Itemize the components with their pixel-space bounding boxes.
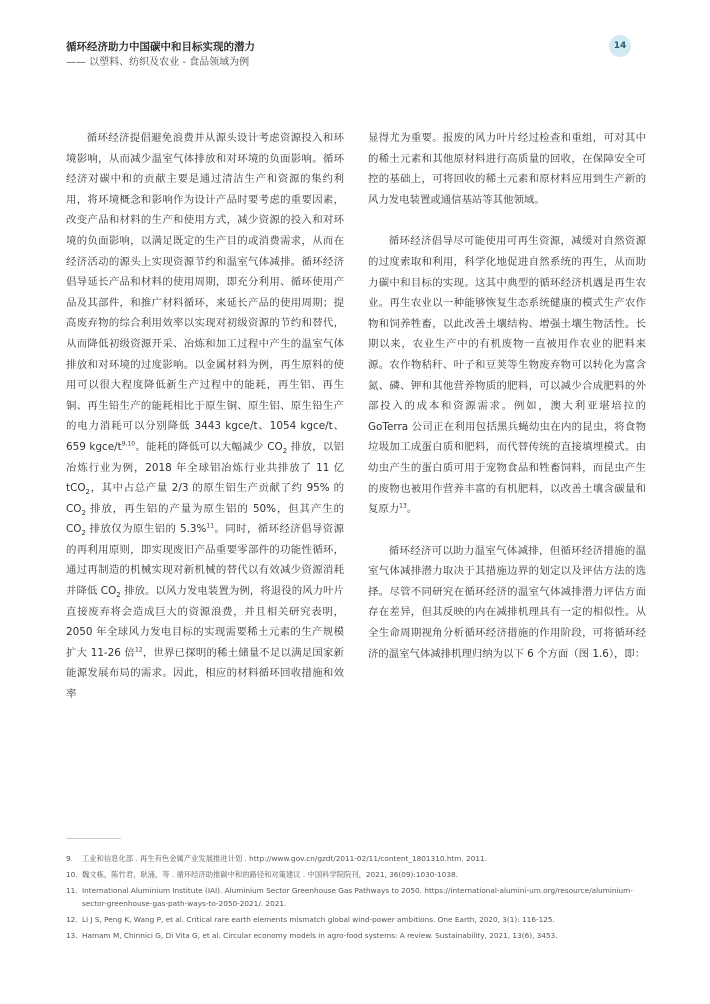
text-segment: 排放，再生铝的产量为原生铝的 50%，但其产生的 CO [66,502,344,536]
footnote-divider [66,838,121,839]
footnote-number: 13. [66,931,78,941]
footnote-ref: 12 [135,646,143,654]
footnote-number: 9. [66,854,73,863]
co2-subscript: 2 [282,446,288,455]
co2-subscript: 2 [85,488,90,497]
footnote-item [66,914,646,926]
text-segment: 循环经济提倡避免浪费并从源头设计考虑资源投入和环境影响，从而减少温室气体排放和对环境的负面影响。循环经济对碳中和的贡献主要是通过清洁生产和资源的集约利用，将环境概念和影响作为设计产品时要考虑的重要因素，改变产品和材料的生产和使用方式，减少资源的投入和对环境的负面影响，以满足既定的生产目的或消费需求，从而在经济活动的源头上实现资源节约和温室气体减排。循环经济倡导延长产品和材料的使用周期，即充分利用、循环使用产品及其部件，和推广材料循环，来延长产品的使用周期；提高废弃物的综合利用效率以实现对初级资源的节约和替代，从而降低初级资源开采、冶炼和加工过程中产生的温室气体排放和对环境的过度影响。以金属材料为例，再生原料的使用可以很大程度降低新生产过程中的能耗，再生铝、再生铜、再生铅生产的能耗相比于原生铜、原生铝、原生铅生产的电力消耗可以分别降低 3443 kgce/t、1054 kgce/t、659 kgce/t [66,132,344,453]
footnote-ref: 9,10 [121,440,136,448]
text-segment: ，世界已探明的稀土储量不足以满足国家新能源发展布局的需求。因此，相应的材料循环回收措施和效率 [66,646,344,701]
footnote-ref: 11 [206,522,215,530]
text-segment: 。同时，循环经济倡导资源的再利用原则，即实现废旧产品重要零部件的功能性循环，通过再制造的机械实现对新机械的替代以有效减少资源消耗并降低 CO [66,523,344,598]
page-number-badge: 14 [609,35,631,57]
right-column [368,128,646,664]
paragraph-emission-mechanisms: 循环经济可以助力温室气体减排，但循环经济措施的温室气体减排潜力取决于其措施边界的划定以及评估方法的选择。尽管不同研究在循环经济的温室气体减排潜力评估方面存在差异，但其反映的内在减排机理具有一定的相似性。从全生命周期视角分析循环经济措施的作用阶段，可将循环经济的温室气体减排机理归纳为以下 6 个方面（图 1.6），即： [368,544,646,660]
co2-subscript: 2 [116,591,121,600]
footnote-text: Hamam M, Chinnici G, Di Vita G, et al. Circular economy models in agro-food systems: A review. Sustainability, 2021, 13(6), 3453. [82,931,558,941]
paragraph-continuation: 显得尤为重要。报废的风力叶片经过检查和重组，可对其中的稀土元素和其他原材料进行高质量的回收，在保障安全可控的基础上，可将回收的稀土元素和原材料应用到生产新的风力发电装置或通信基站等其他领域。 [368,132,646,206]
text-segment: 排放，以铝冶炼行业为例，2018 年全球铝冶炼行业共排放了 11 亿 tCO [66,440,344,495]
text-segment: 排放仅为原生铝的 5.3% [85,523,207,536]
footnote-number: 10. [66,870,78,880]
text-segment: 排放。以风力发电装置为例，将退役的风力叶片直接废弃将会造成巨大的资源浪费，并且相关研究表明，2050 年全球风力发电目标的实现需要稀土元素的生产规模扩大 11-26 倍 [66,585,344,659]
footnote-text: 魏文栋，陈竹君，耿涌，等 . 循环经济助推碳中和的路径和对策建议 . 中国科学院院刊，2021, 36(09):1030-1038. [82,870,458,880]
text-segment: 循环经济倡导尽可能使用可再生资源，减缓对自然资源的过度索取和利用，科学化地促进自然系统的再生，从而助力碳中和目标的实现。这其中典型的循环经济机遇是再生农业。再生农业以一种能够恢复生态系统健康的模式生产农作物和饲养牲畜，以此改善土壤结构、增强土壤生物活性。长期以来，农业生产中的有机废物一直被用作农业的肥料来源。农作物秸秆、叶子和豆荚等生物废弃物可以转化为富含氮、磷、钾和其他营养物质的肥料，可以减少合成肥料的外部投入的成本和资源需求。例如，澳大利亚堪培拉的 GoTerra 公司正在利用包括黑兵蝇幼虫在内的昆虫，将食物垃圾加工成蛋白质和肥料，而代替传统的直接填埋模式。由幼虫产生的蛋白质可用于宠物食品和牲畜饲料，而昆虫产生的废物也被用作营养丰富的有机肥料，以改善土壤含碳量和复原力 [368,235,646,516]
footnote-ref: 13 [399,502,407,510]
text-segment: 。能耗的降低可以大幅减少 CO [135,440,283,453]
co2-subscript: 2 [81,529,86,538]
text-segment: 。 [406,503,418,516]
footnote-text: International Aluminium Institute (IAI). Aluminium Sector Greenhouse Gas Pathways to 2050. https://international-alumini-um.org/resource/aluminium-sector-greenhouse-gas-path-ways-to-2050-2021/. 2021. [82,886,633,908]
footnote-number: 11. [66,886,78,896]
footnote-text: 工业和信息化部 . 再生有色金属产业发展推进计划 . http://www.gov.cn/gzdt/2011-02/11/content_1801310.htm. 2011. [82,854,487,863]
text-segment: ，其中占总产量 2/3 的原生铝生产贡献了约 95% 的 CO [66,482,344,515]
footnote-item [66,885,646,909]
footnote-item [66,853,646,865]
paragraph-circular-economy-intro [66,128,344,705]
footnote-item [66,930,646,942]
co2-subscript: 2 [81,508,86,517]
footnote-item [66,869,646,881]
paragraph-regenerative-agriculture [368,231,646,519]
header-subtitle: —— 以塑料、纺织及农业 - 食品领域为例 [66,57,250,68]
footnote-text: Li J S, Peng K, Wang P, et al. Critical rare earth elements mismatch global wind-power ambitions. One Earth, 2020, 3(1): 116-125. [82,914,555,924]
left-column [66,128,344,705]
header-title: 循环经济助力中国碳中和目标实现的潜力 [66,41,255,53]
footnotes [66,853,646,946]
footnote-number: 12. [66,914,78,924]
